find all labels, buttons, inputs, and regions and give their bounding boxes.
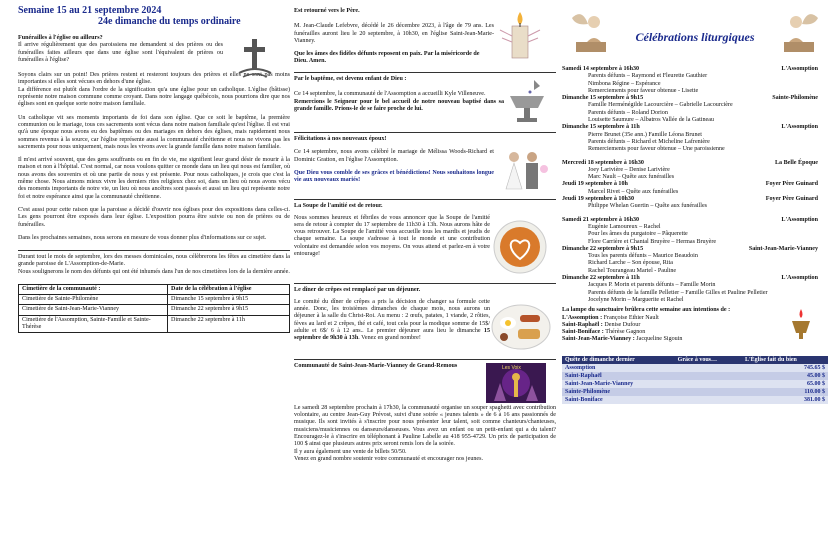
divider bbox=[294, 72, 556, 73]
mass-list bbox=[562, 66, 828, 304]
mass-intention: Nimbona Régine – Espérance bbox=[588, 80, 661, 87]
mass-place: Sainte-Philomène bbox=[772, 95, 818, 102]
mass-intention: Parents défunts de la famille Pelletier – Famille Gilles et Pauline Pelletier bbox=[588, 289, 768, 296]
grand-remous-invite: Venez en grand nombre soutenir votre communauté et encourager nos jeunes. bbox=[294, 455, 484, 462]
offering-table bbox=[562, 356, 828, 404]
breakfast-plate-icon bbox=[490, 299, 554, 356]
column-right bbox=[562, 0, 828, 540]
soup-text: Nous sommes heureux et fébriles de vous annoncer que la Soupe de l'amitié sera de retour à compter du 17 septembre de 11h30 à 13h. Nous aurons hâte de vous retrouver. La Soupe de l'amitié vous accueille tous les mardis et jeudis de chaque semaine. La soupe s'adresse à tout le monde et une contribution volontaire est demandée selon vos moyens. On vous attend et parlez-en à votre entourage! bbox=[294, 214, 490, 258]
sanctuary-lamp-title: La lampe du sanctuaire brûlera cette semaine aux intentions de : bbox=[562, 307, 731, 314]
baptism-title: Par le baptême, est devenu enfant de Dieu : bbox=[294, 76, 407, 82]
baptism-prayer: Remercions le Seigneur pour le bel accueil de notre nouveau baptisé dans sa grande famille. Prions-le de se faire proche de lui. bbox=[294, 98, 504, 112]
table-row bbox=[562, 364, 828, 372]
mass-intention: Parents défunts – Raymond et Fleurette Gauthier bbox=[588, 73, 708, 80]
mass-intention: Pour les âmes du purgatoire – Pâquerette bbox=[588, 231, 688, 238]
mass-place: Foyer Père Guinard bbox=[765, 196, 818, 203]
week-title: Semaine 15 au 21 septembre 2024 bbox=[18, 5, 162, 16]
mass-intention: Marc Nault – Quête aux funérailles bbox=[588, 174, 675, 181]
baptism-font-icon bbox=[504, 76, 554, 129]
offering-parish: Sainte-Philomène bbox=[562, 388, 742, 396]
celebrations-header bbox=[562, 0, 828, 66]
lamp-intention: Jacqueline Sigouin bbox=[636, 336, 683, 343]
paragraph-1: Soyons clairs sur un point! Des prières restent et resteront toujours des prières et elles ne sont pas moins importantes si elles sont vécues en dehors d'une église. bbox=[18, 72, 290, 86]
offering-header-row bbox=[562, 356, 828, 364]
wedding-couple-icon bbox=[494, 149, 554, 196]
table-header-row bbox=[19, 285, 290, 295]
paragraph-5: C'est aussi pour cette raison que la paroisse a décidé d'ouvrir nos églises pour des expositions dans celles-ci. Les gens pourront être exposés dans leur église. L'exposition pourra être suivie ou non de prières ou de funérailles. bbox=[18, 206, 290, 228]
mass-intention: Flore Carrière et Chantal Bruyère – Hermas Bruyère bbox=[588, 238, 717, 245]
mass-place: L'Assomption bbox=[781, 275, 818, 282]
deceased-text: M. Jean-Claude Lefebvre, décédé le 26 décembre 2023, à l'âge de 79 ans. Les funérailles auront lieu le 20 septembre, à 10h30, en l'église Saint-Jean-Marie-Vianney. bbox=[294, 23, 494, 44]
wedding-text: Ce 14 septembre, nous avons célébré le mariage de Mélissa Woods-Richard et Dominic Gratton, en l'église l'Assomption. bbox=[294, 149, 494, 163]
lamp-intention: Thérèse Gagnon bbox=[605, 329, 646, 336]
mass-intention: Pierre Brunet (35e ann.) Famille Léona Brunet bbox=[588, 131, 702, 138]
breakfast-title: Le dîner de crêpes est remplacé par un déjeuner. bbox=[294, 286, 421, 293]
table-row bbox=[562, 380, 828, 388]
mass-day: Dimanche 15 septembre à 9h15 bbox=[562, 95, 644, 102]
mass-day: Dimanche 15 septembre à 11h bbox=[562, 124, 640, 131]
mass-intention: Remerciements pour faveur obtenue – Une paroissienne bbox=[588, 146, 725, 153]
offering-amount: 45.00 $ bbox=[742, 372, 828, 380]
mass-intention: Joey Larivière – Denise Larivière bbox=[588, 166, 670, 173]
mass-intention: Marcel Rivet – Quête aux funérailles bbox=[588, 188, 679, 195]
column-middle bbox=[294, 0, 556, 540]
funerals-title: Funérailles à l'église ou ailleurs? bbox=[18, 35, 103, 41]
divider bbox=[18, 250, 290, 251]
mass-place: L'Assomption bbox=[781, 66, 818, 72]
cross-icon bbox=[223, 35, 285, 64]
mass-intention: Remerciements pour faveur obtenue - Lisette bbox=[588, 87, 699, 94]
offering-parish: Saint-Boniface bbox=[562, 396, 742, 404]
breakfast-date: 15 septembre de 9h30 à 13h bbox=[294, 328, 490, 342]
mass-heading bbox=[562, 217, 828, 224]
mass-intention: Parents défunts – Richard et Micheline Lafrenière bbox=[588, 138, 710, 145]
offering-amount: 381.00 $ bbox=[742, 396, 828, 404]
divider bbox=[294, 132, 556, 133]
mass-intention: Famille Herménégilde Lacourcière – Gabrielle Lacourcière bbox=[588, 102, 733, 109]
mass-entry bbox=[562, 95, 828, 124]
offering-header: Quête de dimanche dernier bbox=[562, 356, 675, 364]
mass-place: La Belle Époque bbox=[774, 159, 818, 166]
paragraph-3: Un catholique vit ses moments importants de foi dans son église. Que ce soit le baptême, la première communion ou le mariage, tous ces sacrements sont vécus dans notre maison familiale qu'est l'église. Il est vrai qu'à une époque nous avons eu des baptêmes ou des mariages en dehors des églises, mais rapidement nous sommes revenus à la source, car l'église représente aussi la communauté chrétienne et nous ne vivons pas les sacrements pour nous uniquement, mais nous les vivons avec la grande famille dans notre maison familiale. bbox=[18, 114, 290, 150]
talent-show-label: Les Voix bbox=[502, 364, 521, 371]
breakfast-text bbox=[294, 299, 490, 343]
paragraph-6: Dans les prochaines semaines, nous serons en mesure de vous donner plus d'informations sur ce sujet. bbox=[18, 234, 267, 241]
lamp-parish: L'Assomption : bbox=[562, 314, 603, 321]
offering-header: Grâce à vous… bbox=[675, 356, 742, 364]
mass-day: Dimanche 22 septembre à 9h15 bbox=[562, 245, 644, 252]
table-row bbox=[19, 315, 290, 332]
table-row bbox=[562, 388, 828, 396]
deceased-prayer: Que les âmes des fidèles défunts reposent en paix. Par la miséricorde de Dieu. Amen. bbox=[294, 51, 480, 65]
breakfast-body: Le comité du dîner de crêpes a pris la décision de changer sa formule cette année. Donc, les troisièmes dimanches de chaque mois, nous aurons un déjeuner à la salle du Christ-Roi. Au menu : 2 œufs, patates, 1 viande, 2 rôties, fèves au lard et 2 crêpes, thé et café, tout cela pour la modique somme de 15$/ adulte et 6$/ 6 à 12 ans.. Le premier déjeuner aura lieu le dimanche bbox=[294, 298, 490, 335]
grand-remous-title: Communauté de Saint-Jean-Marie-Vianney de Grand-Remous bbox=[294, 362, 458, 369]
candle-icon bbox=[494, 8, 554, 69]
mass-intention: Philippe Whelan Guertin – Quête aux funérailles bbox=[588, 203, 708, 210]
wedding-title: Félicitations à nos nouveaux époux! bbox=[294, 136, 387, 142]
mass-day: Mercredi 18 septembre à 16h30 bbox=[562, 159, 644, 166]
mass-place: L'Assomption bbox=[781, 216, 818, 223]
lamp-intention: Denise Dufour bbox=[604, 321, 641, 328]
sanctuary-lamp-icon bbox=[788, 307, 814, 346]
offering-amount: 110.00 $ bbox=[742, 388, 828, 396]
grand-remous-5050: Il y aura également une vente de billets 50/50. bbox=[294, 448, 407, 455]
angel-left-icon bbox=[568, 6, 612, 61]
mass-day: Dimanche 22 septembre à 11h bbox=[562, 275, 640, 282]
mass-heading bbox=[562, 181, 828, 188]
table-row bbox=[562, 372, 828, 380]
column-left bbox=[18, 0, 290, 540]
mass-intention: Louisette Saumure – Albatros Vallée de la Gatineau bbox=[588, 117, 714, 124]
mass-intention: Richard Larche – Son épouse, Rita bbox=[588, 260, 673, 267]
mass-entry bbox=[562, 246, 828, 275]
talent-show-image bbox=[486, 363, 546, 403]
offering-header: L'Église fait du bien bbox=[742, 356, 828, 364]
deceased-title: Est retourné vers le Père. bbox=[294, 8, 360, 14]
divider bbox=[294, 199, 556, 200]
wedding-blessing: Que Dieu vous comble de ses grâces et bénédictions! Nous souhaitons longue vie aux nouveaux mariés! bbox=[294, 169, 494, 184]
baptism-text: Ce 14 septembre, la communauté de l'Assomption a accueilli Kyle Villeneuve. bbox=[294, 91, 486, 98]
offering-amount: 65.00 $ bbox=[742, 380, 828, 388]
cemetery-table bbox=[18, 284, 290, 333]
sunday-title: 24e dimanche du temps ordinaire bbox=[98, 16, 241, 27]
mass-entry bbox=[562, 66, 828, 95]
lamp-intention: Françoise Ethier Nault bbox=[603, 314, 659, 321]
table-row bbox=[19, 295, 290, 305]
paragraph-7: Durant tout le mois de septembre, lors des messes dominicales, nous célèbrerons les fêtes au cimetière dans la grande paroisse de L'Assomption-de-Marie. bbox=[18, 254, 290, 268]
paragraph-2: La différence est plutôt dans l'ordre de la signification qu'a une église pour un catholique. L'église (bâtisse) représente notre maison commune comme croyant. Dans notre langage québécois, nous pourrions dire que nos églises sont en quelque sorte notre maison familiale. bbox=[18, 86, 290, 108]
divider bbox=[294, 359, 556, 360]
table-cell: Dimanche 22 septembre à 9h15 bbox=[168, 305, 290, 315]
mass-entry bbox=[562, 275, 828, 304]
mass-intention: Tous les parents défunts – Maurice Beaudoin bbox=[588, 253, 698, 260]
mass-heading bbox=[562, 160, 828, 167]
mass-day: Samedi 21 septembre à 16h30 bbox=[562, 216, 640, 223]
table-header: Date de la célébration à l'église bbox=[168, 285, 290, 295]
offering-amount: 745.65 $ bbox=[742, 364, 828, 372]
mass-place: L'Assomption bbox=[781, 124, 818, 131]
table-cell: Dimanche 15 septembre à 9h15 bbox=[168, 295, 290, 305]
table-row bbox=[562, 396, 828, 404]
funerals-intro: Il arrive régulièrement que des paroissiens me demandent si des prières ou des funérailles faites ailleurs que dans une église sont l'équivalent de prières ou funérailles à l'église? bbox=[18, 42, 223, 63]
mass-intention: Parents défunts – Roland Dorion bbox=[588, 109, 668, 116]
mass-entry bbox=[562, 124, 828, 153]
table-cell: Cimetière de l'Assomption, Sainte-Famille et Sainte-Thérèse bbox=[19, 315, 168, 332]
lamp-parish: Saint-Raphaël : bbox=[562, 321, 603, 328]
breakfast-end: . Venez en grand nombre! bbox=[358, 335, 421, 342]
table-cell: Dimanche 22 septembre à 11h bbox=[168, 315, 290, 332]
soup-title: La Soupe de l'amitié est de retour. bbox=[294, 203, 383, 210]
mass-place: Foyer Père Guinard bbox=[765, 181, 818, 188]
mass-heading bbox=[562, 124, 828, 131]
celebrations-title: Célébrations liturgiques bbox=[635, 30, 755, 44]
paragraph-4: Il m'est arrivé souvent, que des gens souffrants ou en fin de vie, me signifient leur grand désir de mourir à la maison et non à l'hôpital. C'est normal, car nous voulons quitter ce monde dans un lieu qui nous est familier, où nous avons des souvenirs et où une partie de nous y est présente. Pour nous catholiques, je crois que c'est la même chose. Nous aimons mieux vivre les derniers rites religieux chez soi, dans un lieu où nous avons vécu des moments importants de notre vie, un lieu où nous ancêtres sont passés et aussi un lieu qui représente notre foi et notre espérance ainsi que la communauté chrétienne. bbox=[18, 157, 290, 200]
table-cell: Cimetière de Sainte-Philomène bbox=[19, 295, 168, 305]
grand-remous-text: Le samedi 28 septembre prochain à 17h30, la communauté organise un souper spaghetti avec contribution volontaire, au centre Jean-Guy Prévost, suivi d'une soirée « jeunes talents » de 6 à 16 ans passionnés de musique. Ils sont invités à s'inscrire pour nous présenter leur talent, soit comme chanteurs/chanteuses, musiciens/musiciennes ou danseurs/danseuses. Vous avez un enfant ou un petit-enfant qui a du talent? Encouragez-le à s'inscrire en téléphonant à Pauline Labelle au 418 955-4729. Un prix de participation de 100 $ ainsi que plusieurs autres prix seront remis lors de la soirée. bbox=[294, 404, 556, 448]
soup-bowl-icon bbox=[490, 215, 554, 280]
mass-day: Samedi 14 septembre à 16h30 bbox=[562, 66, 640, 72]
table-header: Cimetière de la communauté : bbox=[19, 285, 168, 295]
mass-entry bbox=[562, 160, 828, 182]
offering-parish: Assomption bbox=[562, 364, 742, 372]
mass-entry bbox=[562, 181, 828, 196]
mass-intention: Eugénie Lamoureux – Rachel bbox=[588, 223, 661, 230]
mass-heading bbox=[562, 95, 828, 102]
lamp-parish: Saint-Jean-Marie-Vianney : bbox=[562, 336, 635, 343]
lamp-parish: Saint-Boniface : bbox=[562, 329, 604, 336]
mass-day: Jeudi 19 septembre à 10h30 bbox=[562, 196, 634, 203]
mass-intention: Rachel Tourangeau Martel - Pauline bbox=[588, 267, 677, 274]
mass-intention: Jacques P. Morin et parents défunts – Famille Morin bbox=[588, 282, 716, 289]
angel-right-icon bbox=[778, 6, 822, 61]
paragraph-8: Nous soulignerons le nom des défunts qui ont été inhumés dans l'un de nos cimetières lors de la dernière année. bbox=[18, 268, 290, 275]
mass-place: Saint-Jean-Marie-Vianney bbox=[748, 245, 818, 252]
mass-entry bbox=[562, 196, 828, 211]
mass-day: Jeudi 19 septembre à 10h bbox=[562, 181, 628, 188]
table-row bbox=[19, 305, 290, 315]
divider bbox=[294, 283, 556, 284]
mass-entry bbox=[562, 217, 828, 246]
offering-parish: Saint-Raphaël bbox=[562, 372, 742, 380]
mass-intention: Jocelyne Morin – Marguerite et Rachel bbox=[588, 296, 684, 303]
table-cell: Cimetière de Saint-Jean-Marie-Vianney bbox=[19, 305, 168, 315]
offering-parish: Saint-Jean-Marie-Vianney bbox=[562, 380, 742, 388]
